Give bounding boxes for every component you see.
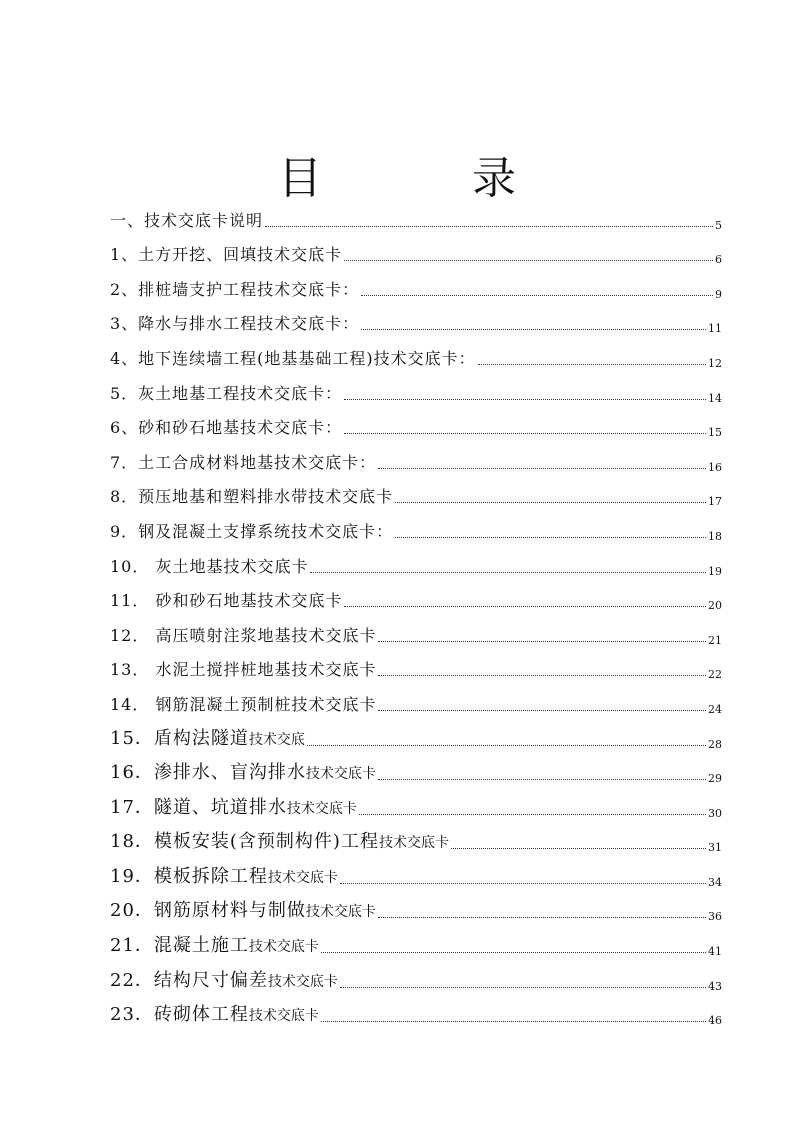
toc-entry-label bbox=[110, 349, 476, 371]
toc-dot-leader bbox=[310, 571, 706, 573]
toc-entry-title-suffix: 技术交底卡 bbox=[267, 869, 338, 886]
toc-entry-title: 2、排桩墙支护工程技术交底卡： bbox=[110, 279, 360, 299]
toc-dot-leader bbox=[265, 225, 713, 227]
toc-entry-title: 4、地下连续墙工程(地基基础工程)技术交底卡： bbox=[110, 348, 476, 368]
toc-entry[interactable] bbox=[110, 579, 722, 614]
toc-entry-label bbox=[110, 418, 342, 440]
toc-entry-title: 7．土工合成材料地基技术交底卡： bbox=[110, 452, 377, 472]
toc-entry-title-suffix: 技术交底卡 bbox=[305, 766, 376, 783]
toc-entry[interactable] bbox=[110, 752, 722, 787]
toc-dot-leader bbox=[344, 432, 706, 434]
toc-entry[interactable] bbox=[110, 406, 722, 441]
toc-entry-label bbox=[110, 245, 342, 267]
toc-entry-label bbox=[110, 660, 376, 682]
toc-entry[interactable] bbox=[110, 371, 722, 406]
toc-entry[interactable] bbox=[110, 613, 722, 648]
toc-entry[interactable] bbox=[110, 959, 722, 994]
toc-entry-label bbox=[110, 763, 376, 786]
toc-dot-leader bbox=[361, 328, 706, 330]
toc-entry[interactable] bbox=[110, 821, 722, 856]
toc-entry-label bbox=[110, 314, 359, 336]
toc-entry-label bbox=[110, 695, 376, 717]
toc-page-number: 41 bbox=[708, 945, 722, 959]
toc-entry-label bbox=[110, 1005, 319, 1028]
toc-entry-title: 6、砂和砂石地基技术交底卡： bbox=[110, 418, 343, 438]
toc-page-number: 15 bbox=[708, 426, 722, 440]
toc-entry-title: 一、技术交底卡说明 bbox=[110, 210, 264, 230]
toc-page-number: 21 bbox=[708, 633, 722, 647]
toc-page-number: 11 bbox=[708, 322, 722, 336]
toc-entry[interactable] bbox=[110, 786, 722, 821]
toc-page-number: 24 bbox=[708, 702, 722, 716]
toc-entry-title-suffix: 技术交底 bbox=[248, 731, 305, 748]
toc-entry-title-suffix: 技术交底卡 bbox=[286, 800, 357, 817]
toc-entry-title: 20．钢筋原材料与制做 bbox=[110, 900, 306, 922]
toc-dot-leader bbox=[321, 951, 706, 953]
toc-page-number: 28 bbox=[708, 737, 722, 751]
toc-entry[interactable] bbox=[110, 267, 722, 302]
toc-page-number: 19 bbox=[708, 564, 722, 578]
toc-entry-title: 14． 钢筋混凝土预制桩技术交底卡 bbox=[110, 694, 377, 714]
toc-dot-leader bbox=[395, 501, 706, 503]
toc-dot-leader bbox=[340, 986, 706, 988]
toc-dot-leader bbox=[378, 467, 706, 469]
toc-entry-title: 13． 水泥土搅拌桩地基技术交底卡 bbox=[110, 660, 377, 680]
toc-entry-title: 3、降水与排水工程技术交底卡： bbox=[110, 314, 360, 334]
toc-entry[interactable] bbox=[110, 890, 722, 925]
toc-dot-leader bbox=[344, 398, 706, 400]
toc-entry-label bbox=[110, 384, 342, 406]
toc-dot-leader bbox=[344, 259, 713, 261]
toc-dot-leader bbox=[451, 847, 706, 849]
toc-entry[interactable] bbox=[110, 648, 722, 683]
toc-entry[interactable] bbox=[110, 509, 722, 544]
toc-dot-leader bbox=[359, 813, 706, 815]
toc-entry-title: 18．模板安装(含预制构件)工程 bbox=[110, 831, 379, 853]
toc-page-number: 30 bbox=[708, 806, 722, 820]
toc-page-number: 9 bbox=[715, 287, 722, 301]
toc-entry-label bbox=[110, 729, 305, 752]
table-of-contents bbox=[110, 198, 722, 1028]
toc-page-number: 46 bbox=[708, 1014, 722, 1028]
toc-dot-leader bbox=[344, 605, 706, 607]
toc-page-number: 17 bbox=[708, 495, 722, 509]
toc-entry-title-suffix: 技术交底卡 bbox=[378, 835, 449, 852]
toc-page-number: 36 bbox=[708, 910, 722, 924]
toc-entry-title-suffix: 技术交底卡 bbox=[305, 904, 376, 921]
toc-entry-title: 5．灰土地基工程技术交底卡： bbox=[110, 383, 343, 403]
toc-entry-label bbox=[110, 453, 376, 475]
toc-page-number: 20 bbox=[708, 599, 722, 613]
toc-entry-title: 16．渗排水、盲沟排水 bbox=[110, 762, 306, 784]
toc-page-number: 34 bbox=[708, 875, 722, 889]
toc-entry[interactable] bbox=[110, 233, 722, 268]
toc-entry-title: 12． 高压喷射注浆地基技术交底卡 bbox=[110, 625, 377, 645]
toc-page-number: 16 bbox=[708, 460, 722, 474]
toc-entry-title: 15．盾构法隧道 bbox=[110, 727, 249, 749]
toc-dot-leader bbox=[361, 294, 713, 296]
toc-dot-leader bbox=[478, 363, 706, 365]
toc-entry[interactable] bbox=[110, 475, 722, 510]
toc-entry[interactable] bbox=[110, 198, 722, 233]
toc-page-number: 31 bbox=[708, 841, 722, 855]
toc-entry[interactable] bbox=[110, 855, 722, 890]
toc-entry[interactable] bbox=[110, 440, 722, 475]
toc-entry-title: 23．砖砌体工程 bbox=[110, 1004, 249, 1026]
toc-page-number: 12 bbox=[708, 356, 722, 370]
toc-entry-label bbox=[110, 280, 359, 302]
toc-entry-label bbox=[110, 557, 308, 579]
toc-dot-leader bbox=[378, 674, 706, 676]
toc-entry[interactable] bbox=[110, 717, 722, 752]
toc-entry-title: 19．模板拆除工程 bbox=[110, 865, 268, 887]
toc-dot-leader bbox=[378, 778, 706, 780]
toc-entry-title-suffix: 技术交底卡 bbox=[248, 1008, 319, 1025]
toc-entry-label bbox=[110, 832, 449, 855]
toc-entry-title: 8．预压地基和塑料排水带技术交底卡 bbox=[110, 487, 394, 507]
toc-entry[interactable] bbox=[110, 682, 722, 717]
toc-entry-label bbox=[110, 901, 376, 924]
toc-entry-label bbox=[110, 971, 338, 994]
toc-dot-leader bbox=[340, 882, 706, 884]
toc-dot-leader bbox=[378, 709, 706, 711]
toc-dot-leader bbox=[395, 536, 706, 538]
toc-entry-label bbox=[110, 936, 319, 959]
toc-entry[interactable] bbox=[110, 544, 722, 579]
toc-entry-label bbox=[110, 867, 338, 890]
toc-page-number: 43 bbox=[708, 979, 722, 993]
toc-page-number: 18 bbox=[708, 529, 722, 543]
toc-entry[interactable] bbox=[110, 924, 722, 959]
toc-entry-label bbox=[110, 626, 376, 648]
toc-entry-title: 21．混凝土施工 bbox=[110, 935, 249, 957]
toc-page-number: 5 bbox=[715, 218, 722, 232]
toc-entry-title-suffix: 技术交底卡 bbox=[248, 939, 319, 956]
toc-entry-title: 17．隧道、坑道排水 bbox=[110, 796, 287, 818]
toc-page-number: 14 bbox=[708, 391, 722, 405]
toc-dot-leader bbox=[321, 1020, 706, 1022]
toc-entry-label bbox=[110, 798, 357, 821]
toc-entry-title: 1、土方开挖、回填技术交底卡 bbox=[110, 245, 343, 265]
toc-page-number: 29 bbox=[708, 772, 722, 786]
toc-page-number: 6 bbox=[715, 253, 722, 267]
toc-entry-title-suffix: 技术交底卡 bbox=[267, 973, 338, 990]
toc-dot-leader bbox=[378, 640, 706, 642]
toc-dot-leader bbox=[307, 744, 706, 746]
toc-entry-label bbox=[110, 522, 393, 544]
toc-dot-leader bbox=[378, 916, 706, 918]
page-title: 目 录 bbox=[278, 153, 584, 205]
toc-entry-label bbox=[110, 487, 393, 509]
toc-entry[interactable] bbox=[110, 302, 722, 337]
toc-entry-label bbox=[110, 211, 263, 233]
toc-entry[interactable] bbox=[110, 994, 722, 1029]
toc-entry-label bbox=[110, 591, 342, 613]
toc-entry-title: 22．结构尺寸偏差 bbox=[110, 969, 268, 991]
toc-page-number: 22 bbox=[708, 668, 722, 682]
toc-entry-title: 11． 砂和砂石地基技术交底卡 bbox=[110, 591, 343, 611]
toc-entry-title: 9．钢及混凝土支撑系统技术交底卡： bbox=[110, 521, 394, 541]
toc-entry-title: 10． 灰土地基技术交底卡 bbox=[110, 556, 309, 576]
toc-entry[interactable] bbox=[110, 336, 722, 371]
